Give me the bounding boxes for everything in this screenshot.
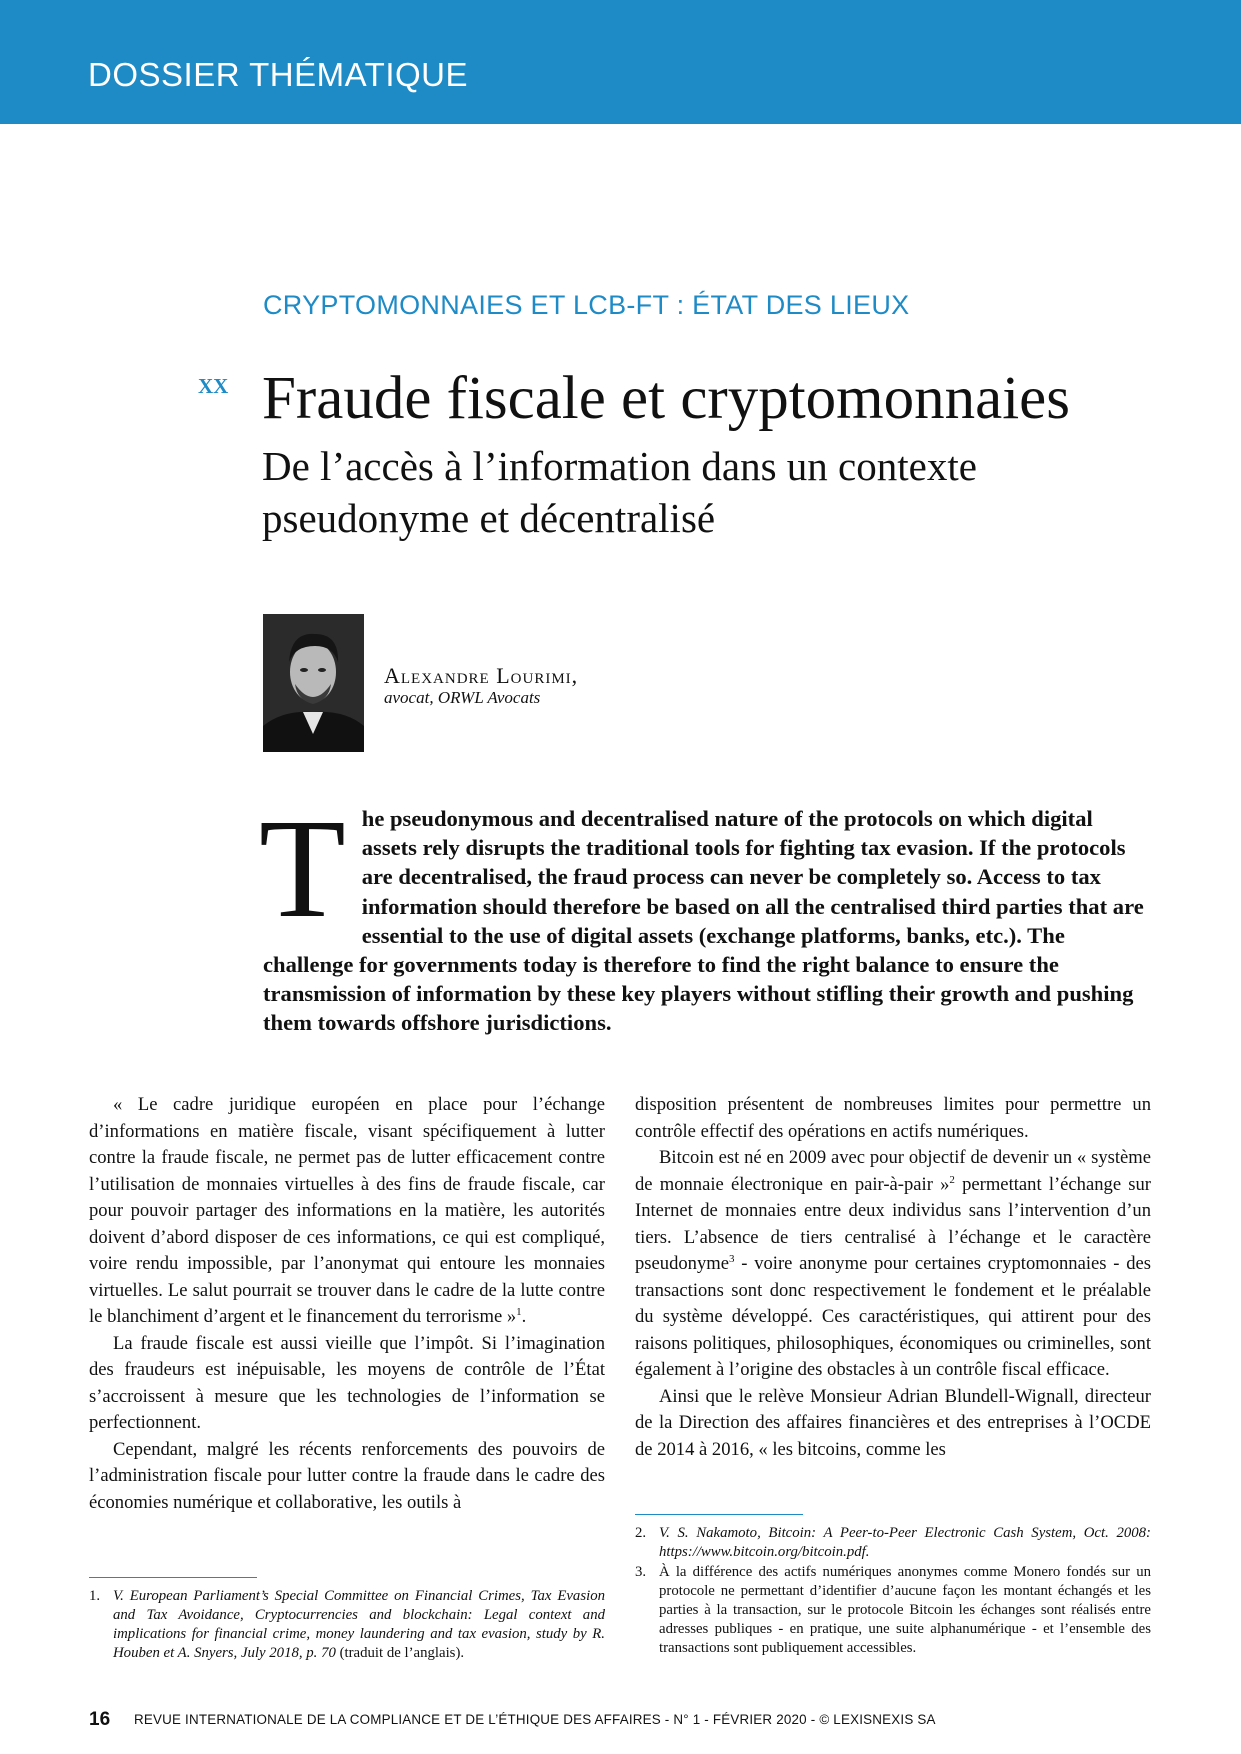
journal-footer: REVUE INTERNATIONALE DE LA COMPLIANCE ET DE L’ÉTHIQUE DES AFFAIRES - N° 1 - FÉVRIER 2020 - © LEXISNEXIS SA xyxy=(134,1712,936,1727)
footnote-text: À la différence des actifs numériques anonymes comme Monero fondés sur un protocole ne permettant d’identifier d’aucune façon les montant échangés et les parties à la transaction, sur le protocole Bitcoin les échanges sont réalisés entre adresses publiques - en pratique, une suite alphanumérique - et l’ensemble des transactions sont publiquement accessibles. xyxy=(659,1564,1151,1656)
drop-cap: T xyxy=(259,789,346,947)
footnote-text xyxy=(659,1524,1151,1562)
body-column-left xyxy=(89,1092,605,1516)
article-title: Fraude fiscale et cryptomonnaies xyxy=(262,365,1070,432)
article-code: XX xyxy=(198,374,229,398)
footnote-rule-right xyxy=(635,1514,803,1515)
page-number: 16 xyxy=(89,1709,111,1730)
footnote-ref[interactable]: 1 xyxy=(516,1305,522,1318)
author-photo xyxy=(263,614,364,752)
paragraph-text: Bitcoin est né en 2009 avec pour objectif de devenir un « système de monnaie électronique en pair-à-pair » xyxy=(635,1147,1151,1195)
footnote-note: (traduit de l’anglais). xyxy=(335,1645,465,1661)
body-paragraph xyxy=(635,1145,1151,1384)
author-name: Alexandre Lourimi, xyxy=(384,663,579,688)
article-kicker: CRYPTOMONNAIES ET LCB-FT : ÉTAT DES LIEUX xyxy=(263,290,910,320)
footnote-citation[interactable]: V. S. Nakamoto, Bitcoin: A Peer-to-Peer Electronic Cash System, Oct. 2008: https://www.bitcoin.org/bitcoin.pdf. xyxy=(659,1525,1151,1560)
footnote-item xyxy=(635,1563,1151,1658)
paragraph-text: - voire anonyme pour certaines cryptomonnaies - des transactions sont donc respectivement le fondement et le préalable du système développé. Ces caractéristiques, qui attirent pour des raisons politiques, philosophiques, économiques ou criminelles, sont également à l’origine des obstacles à un contrôle fiscal efficace. xyxy=(635,1253,1151,1380)
abstract xyxy=(259,789,1153,1038)
article-subtitle: De l’accès à l’information dans un contexte pseudonyme et décentralisé xyxy=(262,443,977,541)
section-title: DOSSIER THÉMATIQUE xyxy=(88,56,468,93)
abstract-text: he pseudonymous and decentralised nature of the protocols on which digital assets rely disrupts the traditional tools for fighting tax evasion. If the protocols are decentralised, the fraud process can never be completely so. Access to tax information should therefore be based on all the centralised third parties that are essential to the use of digital assets (exchange platforms, banks, etc.). The challenge for governments today is therefore to find the right balance to ensure the transmission of information by these key players without stifling their growth and pushing them towards offshore jurisdictions. xyxy=(263,806,1144,1036)
footnotes-right xyxy=(635,1524,1151,1659)
footnote-ref[interactable]: 2 xyxy=(949,1173,955,1186)
footnote-text xyxy=(113,1587,605,1663)
footnote-item xyxy=(89,1587,605,1663)
paragraph-text: . xyxy=(521,1306,527,1327)
footnote-rule-left xyxy=(89,1577,257,1578)
body-paragraph: Ainsi que le relève Monsieur Adrian Blundell-Wignall, directeur de la Direction des affaires financières et des entreprises à l’OCDE de 2014 à 2016, « les bitcoins, comme les xyxy=(635,1385,1151,1460)
body-paragraph: disposition présentent de nombreuses limites pour permettre un contrôle effectif des opérations en actifs numériques. xyxy=(635,1094,1151,1142)
section-banner xyxy=(0,0,1241,124)
author-role: avocat, ORWL Avocats xyxy=(384,688,541,707)
body-paragraph: La fraude fiscale est aussi vieille que l’impôt. Si l’imagination des fraudeurs est inépuisable, les moyens de contrôle de l’État s’accroissent à mesure que les technologies de l’information se perfectionnent. xyxy=(89,1332,605,1433)
footnote-citation: V. European Parliament’s Special Committee on Financial Crimes, Tax Evasion and Tax Avoidance, Cryptocurrencies and blockchain: Legal context and implications for financial crime, money laundering and tax evasion, study by R. Houben et A. Snyers, July 2018, p. 70 xyxy=(113,1588,605,1661)
footnote-number: 1. xyxy=(89,1588,101,1604)
footnote-item xyxy=(635,1524,1151,1562)
author-portrait-icon xyxy=(263,614,364,752)
body-paragraph: Cependant, malgré les récents renforcements des pouvoirs de l’administration fiscale pour lutter contre la fraude dans le cadre des économies numérique et collaborative, les outils à xyxy=(89,1438,605,1513)
footnote-number: 3. xyxy=(635,1564,647,1580)
body-paragraph xyxy=(89,1092,605,1331)
paragraph-text: permettant l’échange sur Internet de monnaies entre deux individus sans l’intervention d’un tiers. L’absence de tiers centralisé à l’échange et le caractère pseudonyme xyxy=(635,1173,1151,1274)
body-column-right xyxy=(635,1092,1151,1463)
paragraph-text: « Le cadre juridique européen en place pour l’échange d’informations en matière fiscale, visant spécifiquement à lutter contre la fraude fiscale, ne permet pas de lutter efficacement contre l’utilisation de monnaies virtuelles à des fins de fraude fiscale, car pour pouvoir partager des informations en la matière, les autorités doivent d’abord disposer de ces informations, ce qui est compliqué, voire rendu impossible, par l’anonymat qui entoure les monnaies virtuelles. Le salut pourrait se trouver dans le cadre de la lutte contre le blanchiment d’argent et le financement du terrorisme » xyxy=(89,1094,605,1327)
footnote-ref[interactable]: 3 xyxy=(729,1252,735,1265)
footnote-number: 2. xyxy=(635,1525,647,1541)
footnotes-left xyxy=(89,1587,605,1664)
